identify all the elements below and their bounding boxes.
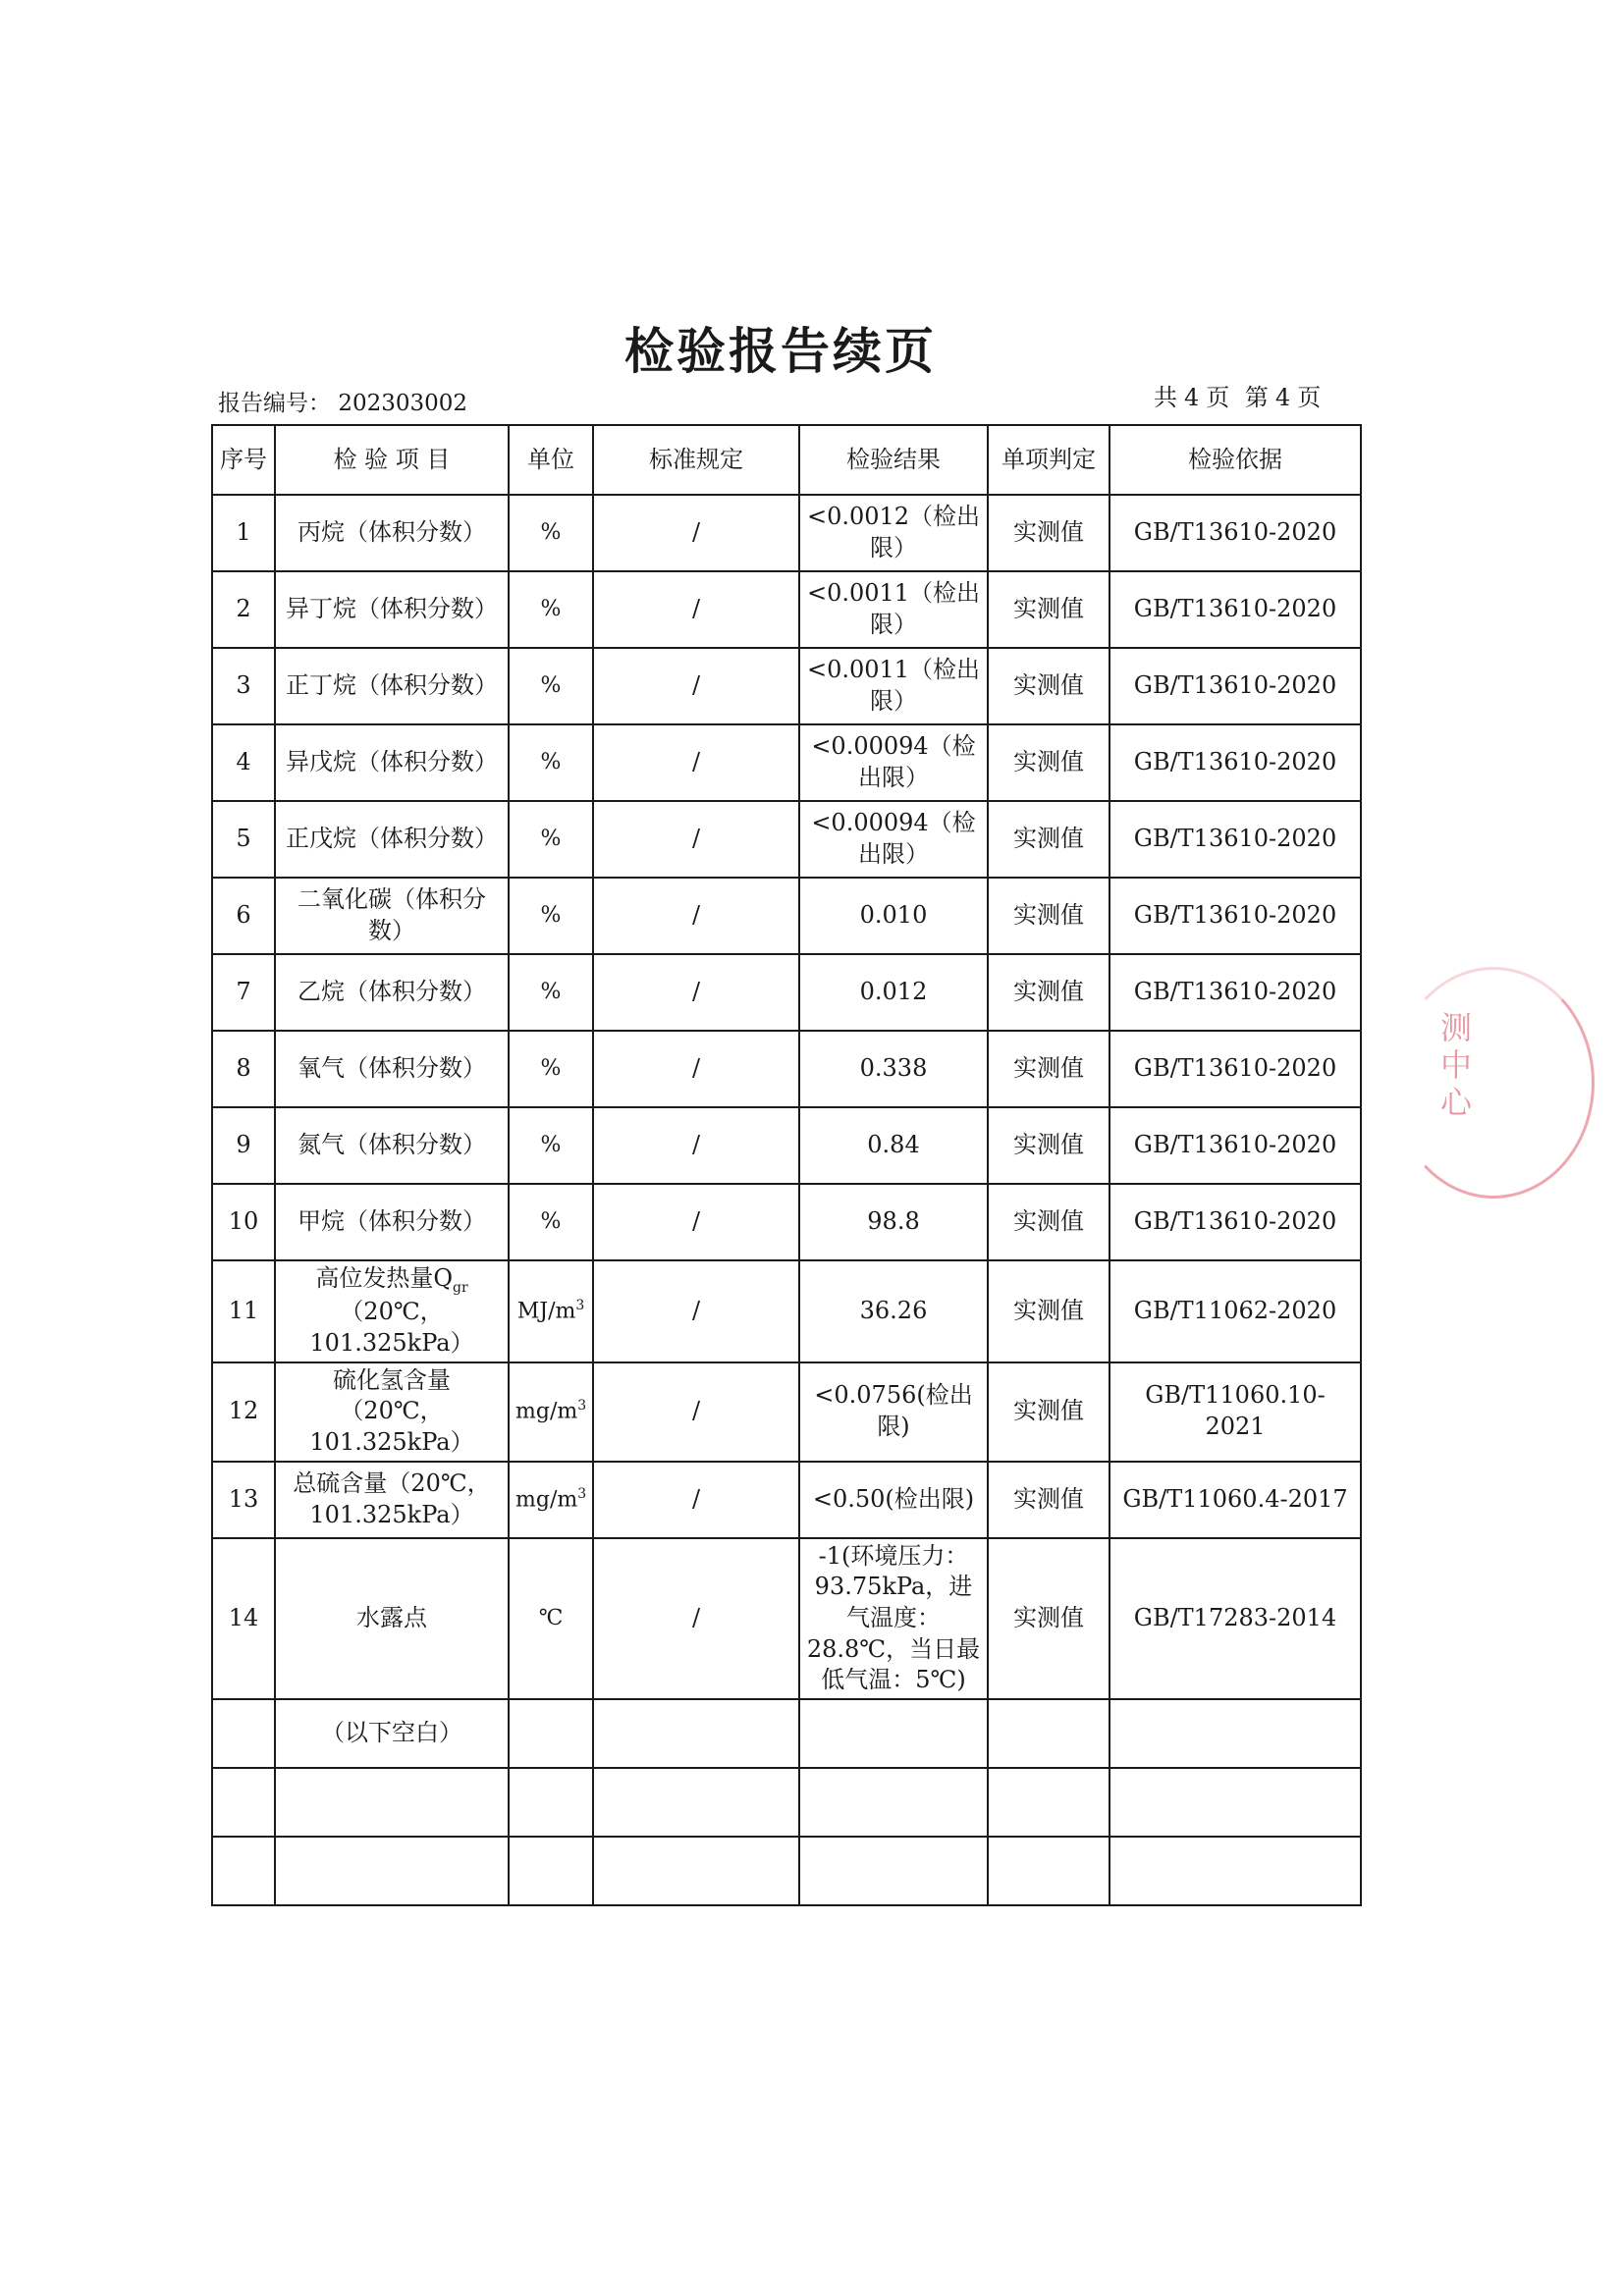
cell-standard: / [593, 1260, 799, 1362]
cell-standard: / [593, 495, 799, 571]
cell-basis: GB/T11060.4-2017 [1110, 1462, 1361, 1538]
page-total: 4 [1184, 384, 1201, 411]
cell-unit: % [509, 495, 593, 571]
cell-standard: / [593, 1538, 799, 1699]
cell-judgement: 实测值 [988, 1184, 1110, 1260]
cell-item: 丙烷（体积分数） [275, 495, 509, 571]
table-row [212, 724, 1361, 801]
cell-item: 正戊烷（体积分数） [275, 801, 509, 878]
item-subscript: gr [453, 1279, 468, 1296]
blank-note: （以下空白） [275, 1699, 509, 1768]
table-row [212, 1538, 1361, 1699]
cell-judgement: 实测值 [988, 954, 1110, 1031]
page-current: 4 [1274, 384, 1292, 411]
table-row [212, 1107, 1361, 1184]
cell-result: 36.26 [799, 1260, 988, 1362]
item-text-post: （20℃，101.325kPa） [309, 1298, 474, 1357]
cell-unit: ℃ [509, 1538, 593, 1699]
official-seal-text: 测中心 [1435, 1011, 1473, 1123]
cell-unit: % [509, 1107, 593, 1184]
cell-no: 6 [212, 878, 275, 954]
cell-standard: / [593, 1184, 799, 1260]
cell-standard: / [593, 724, 799, 801]
cell-judgement: 实测值 [988, 1462, 1110, 1538]
cell-basis: GB/T13610-2020 [1110, 954, 1361, 1031]
cell-unit: % [509, 648, 593, 724]
cell-judgement: 实测值 [988, 495, 1110, 571]
header-result: 检验结果 [799, 425, 988, 495]
cell-basis: GB/T13610-2020 [1110, 495, 1361, 571]
table-row [212, 1260, 1361, 1362]
page-current-prefix: 第 [1244, 384, 1270, 411]
cell-item [275, 1260, 509, 1362]
cell-result: 98.8 [799, 1184, 988, 1260]
table-header-row [212, 425, 1361, 495]
cell-standard: / [593, 1362, 799, 1462]
page-word: 页 [1206, 384, 1231, 411]
cell-no: 4 [212, 724, 275, 801]
cell-judgement: 实测值 [988, 648, 1110, 724]
table-row [212, 648, 1361, 724]
cell-unit [509, 1362, 593, 1462]
cell-basis: GB/T13610-2020 [1110, 1107, 1361, 1184]
cell-no: 3 [212, 648, 275, 724]
cell-standard: / [593, 1107, 799, 1184]
table-row-empty [212, 1837, 1361, 1905]
cell-item: 氧气（体积分数） [275, 1031, 509, 1107]
cell-basis: GB/T13610-2020 [1110, 1031, 1361, 1107]
cell-judgement: 实测值 [988, 878, 1110, 954]
cell-judgement: 实测值 [988, 1538, 1110, 1699]
cell-judgement: 实测值 [988, 1260, 1110, 1362]
cell-standard: / [593, 1462, 799, 1538]
cell-unit [509, 1260, 593, 1362]
cell-no: 7 [212, 954, 275, 1031]
cell-judgement: 实测值 [988, 571, 1110, 648]
table-row [212, 801, 1361, 878]
page-title: 检验报告续页 [624, 323, 937, 380]
cell-result: <0.0011（检出限） [799, 648, 988, 724]
cell-item: 总硫含量（20℃，101.325kPa） [275, 1462, 509, 1538]
table-row [212, 495, 1361, 571]
page-total-prefix: 共 [1154, 384, 1178, 411]
unit-superscript: 3 [577, 1485, 587, 1502]
cell-basis: GB/T13610-2020 [1110, 724, 1361, 801]
cell-item: 正丁烷（体积分数） [275, 648, 509, 724]
cell-result: <0.00094（检出限） [799, 724, 988, 801]
cell-judgement: 实测值 [988, 724, 1110, 801]
cell-item: 二氧化碳（体积分数） [275, 878, 509, 954]
cell-no: 9 [212, 1107, 275, 1184]
cell-item: 乙烷（体积分数） [275, 954, 509, 1031]
table-row-blank-note [212, 1699, 1361, 1768]
cell-result: <0.0011（检出限） [799, 571, 988, 648]
cell-judgement: 实测值 [988, 1107, 1110, 1184]
unit-superscript: 3 [577, 1398, 587, 1415]
cell-result: <0.50(检出限) [799, 1462, 988, 1538]
cell-standard: / [593, 648, 799, 724]
cell-unit: % [509, 1184, 593, 1260]
cell-no: 12 [212, 1362, 275, 1462]
cell-judgement: 实测值 [988, 1031, 1110, 1107]
cell-basis: GB/T13610-2020 [1110, 1184, 1361, 1260]
table-row [212, 878, 1361, 954]
unit-base: mg/m [515, 1487, 578, 1513]
cell-item: 甲烷（体积分数） [275, 1184, 509, 1260]
cell-standard: / [593, 954, 799, 1031]
cell-no: 8 [212, 1031, 275, 1107]
table-row-empty [212, 1768, 1361, 1837]
header-standard: 标准规定 [593, 425, 799, 495]
cell-standard: / [593, 801, 799, 878]
cell-judgement: 实测值 [988, 1362, 1110, 1462]
item-text: 高位发热量Q [315, 1264, 454, 1292]
cell-item: 氮气（体积分数） [275, 1107, 509, 1184]
cell-result: <0.00094（检出限） [799, 801, 988, 878]
cell-unit: % [509, 571, 593, 648]
cell-no: 1 [212, 495, 275, 571]
header-no: 序号 [212, 425, 275, 495]
table-row [212, 1362, 1361, 1462]
table-row [212, 954, 1361, 1031]
cell-basis: GB/T13610-2020 [1110, 878, 1361, 954]
cell-result: <0.0012（检出限） [799, 495, 988, 571]
cell-item: 硫化氢含量（20℃，101.325kPa） [275, 1362, 509, 1462]
table-row [212, 1031, 1361, 1107]
table-row [212, 571, 1361, 648]
cell-unit: % [509, 954, 593, 1031]
cell-result: 0.338 [799, 1031, 988, 1107]
cell-unit [509, 1462, 593, 1538]
report-number-label: 报告编号： [218, 391, 331, 416]
cell-unit: % [509, 801, 593, 878]
cell-item: 水露点 [275, 1538, 509, 1699]
cell-basis: GB/T13610-2020 [1110, 571, 1361, 648]
cell-no: 5 [212, 801, 275, 878]
cell-no: 2 [212, 571, 275, 648]
cell-item: 异戊烷（体积分数） [275, 724, 509, 801]
unit-base: MJ/m [516, 1299, 576, 1324]
report-number-value: 202303002 [338, 391, 468, 416]
cell-basis: GB/T11062-2020 [1110, 1260, 1361, 1362]
cell-judgement: 实测值 [988, 801, 1110, 878]
header-judgement: 单项判定 [988, 425, 1110, 495]
cell-result: <0.0756(检出限) [799, 1362, 988, 1462]
table-row [212, 1462, 1361, 1538]
cell-basis: GB/T13610-2020 [1110, 648, 1361, 724]
cell-unit: % [509, 724, 593, 801]
cell-standard: / [593, 1031, 799, 1107]
unit-base: mg/m [515, 1399, 578, 1424]
cell-result: 0.84 [799, 1107, 988, 1184]
header-basis: 检验依据 [1110, 425, 1361, 495]
cell-no: 14 [212, 1538, 275, 1699]
official-seal [1392, 967, 1595, 1199]
inspection-table [211, 424, 1362, 1906]
page-indicator [1154, 378, 1327, 412]
header-item: 检 验 项 目 [275, 425, 509, 495]
cell-no: 10 [212, 1184, 275, 1260]
unit-superscript: 3 [575, 1298, 585, 1314]
cell-unit: % [509, 1031, 593, 1107]
cell-result: 0.012 [799, 954, 988, 1031]
cell-basis: GB/T13610-2020 [1110, 801, 1361, 878]
cell-basis: GB/T17283-2014 [1110, 1538, 1361, 1699]
cell-item: 异丁烷（体积分数） [275, 571, 509, 648]
header-unit: 单位 [509, 425, 593, 495]
cell-unit: % [509, 878, 593, 954]
cell-standard: / [593, 571, 799, 648]
cell-result: -1(环境压力：93.75kPa，进气温度：28.8℃，当日最低气温：5℃) [799, 1538, 988, 1699]
report-number [218, 385, 467, 417]
cell-result: 0.010 [799, 878, 988, 954]
cell-basis: GB/T11060.10-2021 [1110, 1362, 1361, 1462]
cell-no: 11 [212, 1260, 275, 1362]
cell-standard: / [593, 878, 799, 954]
page-word-2: 页 [1297, 384, 1323, 411]
table-row [212, 1184, 1361, 1260]
cell-no: 13 [212, 1462, 275, 1538]
